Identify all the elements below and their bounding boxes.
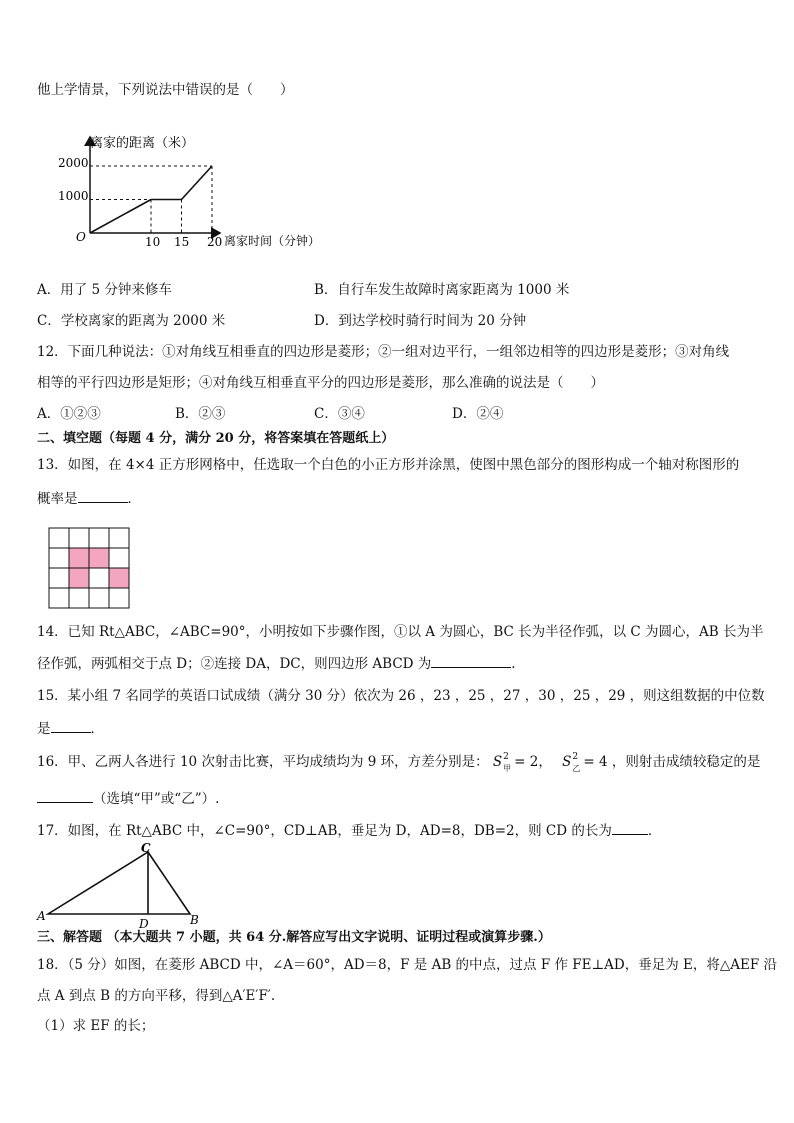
grid-4x4 [48, 527, 130, 609]
q14-line2-prefix: 径作弧，两弧相交于点 D；②连接 DA，DC，则四边形 ABCD 为 [37, 656, 432, 672]
q15-line2 [37, 718, 104, 739]
origin-label: O [76, 230, 86, 244]
grid-cell [89, 588, 109, 608]
label-b: B [190, 913, 199, 927]
q16-line1-prefix: 16．甲、乙两人各进行 10 次射击比赛，平均成绩均为 9 环，方差分别是： [37, 754, 489, 770]
q15-line2-prefix: 是 [37, 721, 51, 737]
variance-yi: S 2 乙 [562, 752, 581, 773]
q12-option-b: B．②③ [175, 406, 226, 422]
x-tick-20: 20 [207, 235, 223, 249]
distance-time-graph [30, 125, 350, 255]
q13-line2-prefix: 概率是 [37, 491, 78, 507]
grid-cell [49, 528, 69, 548]
variance-jia-value: = 2， [514, 754, 552, 770]
q18-line2: 点 A 到点 B 的方向平移，得到△A′E′F′. [37, 988, 276, 1004]
grid-cell [49, 548, 69, 568]
q17-line1-suffix: ． [647, 823, 662, 839]
series-segment [90, 200, 151, 234]
q16-line2-suffix: （选填“甲”或“乙”）. [93, 791, 220, 807]
grid-cell [109, 548, 129, 568]
x-axis-label: 离家时间（分钟） [224, 234, 321, 248]
q11-option-c: C．学校离家的距离为 2000 米 [37, 313, 226, 329]
q12-option-c: C．③④ [314, 406, 365, 422]
series-segment [182, 166, 213, 200]
q11-option-a: A．用了 5 分钟来修车 [37, 282, 172, 298]
x-tick-10: 10 [145, 235, 161, 249]
answer-blank [431, 653, 511, 668]
grid-cell [89, 548, 109, 568]
q13-line1: 13．如图，在 4×4 正方形网格中，任选取一个白色的小正方形并涂黑，使图中黑色部分的图形构成一个轴对称图形的 [37, 457, 740, 473]
q18-sub1: （1）求 EF 的长； [37, 1018, 155, 1034]
grid-cell [69, 528, 89, 548]
section-2-title: 二、填空题（每题 4 分，满分 20 分，将答案填在答题纸上） [37, 431, 395, 446]
answer-blank [78, 488, 128, 503]
grid-cell [69, 588, 89, 608]
answer-blank [51, 718, 91, 733]
y-tick-1000: 1000 [58, 189, 89, 203]
x-tick-15: 15 [174, 235, 190, 249]
q11-option-b: B．自行车发生故障时离家距离为 1000 米 [314, 282, 570, 298]
label-a: A [37, 909, 46, 923]
q17-line1-prefix: 17．如图，在 Rt△ABC 中，∠C=90°，CD⊥AB，垂足为 D，AD=8，DB=2，则 CD 的长为 [37, 823, 612, 839]
y-tick-2000: 2000 [58, 156, 89, 170]
y-axis-label: 离家的距离（米） [90, 136, 195, 151]
answer-blank [37, 788, 93, 803]
q16-line1 [37, 752, 760, 772]
variance-jia: S 2 甲 [492, 752, 512, 773]
triangle-abc [48, 852, 190, 914]
q12-line2: 相等的平行四边形是矩形；④对角线互相垂直平分的四边形是菱形，那么准确的说法是（ ） [37, 375, 604, 391]
q14-line2 [37, 653, 516, 674]
q11-option-d: D．到达学校时骑行时间为 20 分钟 [314, 313, 527, 329]
grid-cell [69, 568, 89, 588]
grid-cell [109, 588, 129, 608]
grid-cell [109, 568, 129, 588]
q11-stem: 他上学情景，下列说法中错误的是（ ） [37, 82, 294, 98]
label-c: C [141, 841, 151, 855]
grid-cell [109, 528, 129, 548]
q18-line1: 18．（5 分）如图，在菱形 ABCD 中，∠A＝60°，AD＝8，F 是 AB 的中点，过点 F 作 FE⊥AD，垂足为 E，将△AEF 沿 [37, 957, 778, 973]
q14-line2-suffix: . [511, 656, 516, 672]
q12-line1: 12．下面几种说法：①对角线互相垂直的四边形是菱形；②一组对边平行，一组邻边相等的四边形是菱形；③对角线 [37, 344, 730, 360]
section-3-title: 三、解答题 （本大题共 7 小题，共 64 分.解答应写出文字说明、证明过程或演算步骤.） [37, 930, 551, 945]
q12-option-d: D．②④ [452, 406, 504, 422]
answer-blank [612, 820, 648, 835]
variance-yi-value: = 4 [583, 754, 608, 770]
q16-line1-suffix: ，则射击成绩较稳定的是 [611, 754, 761, 770]
grid-cell [49, 568, 69, 588]
q12-option-a: A．①②③ [37, 406, 101, 422]
q13-line2 [37, 488, 141, 509]
label-d: D [139, 917, 149, 930]
q15-line2-suffix: ． [90, 721, 104, 737]
grid-cell [49, 588, 69, 608]
q16-line2 [37, 788, 219, 809]
grid-cell [89, 528, 109, 548]
q14-line1: 14．已知 Rt△ABC，∠ABC=90°，小明按如下步骤作图，①以 A 为圆心，BC 长为半径作弧，以 C 为圆心，AB 长为半 [37, 624, 764, 640]
grid-cell [69, 548, 89, 568]
right-triangle-figure [30, 838, 210, 930]
grid-cell [89, 568, 109, 588]
q13-line2-suffix: ． [127, 491, 141, 507]
q15-line1: 15．某小组 7 名同学的英语口试成绩（满分 30 分）依次为 26 ，23 ，25 ，27 ，30 ，25 ，29 ，则这组数据的中位数 [37, 688, 765, 704]
